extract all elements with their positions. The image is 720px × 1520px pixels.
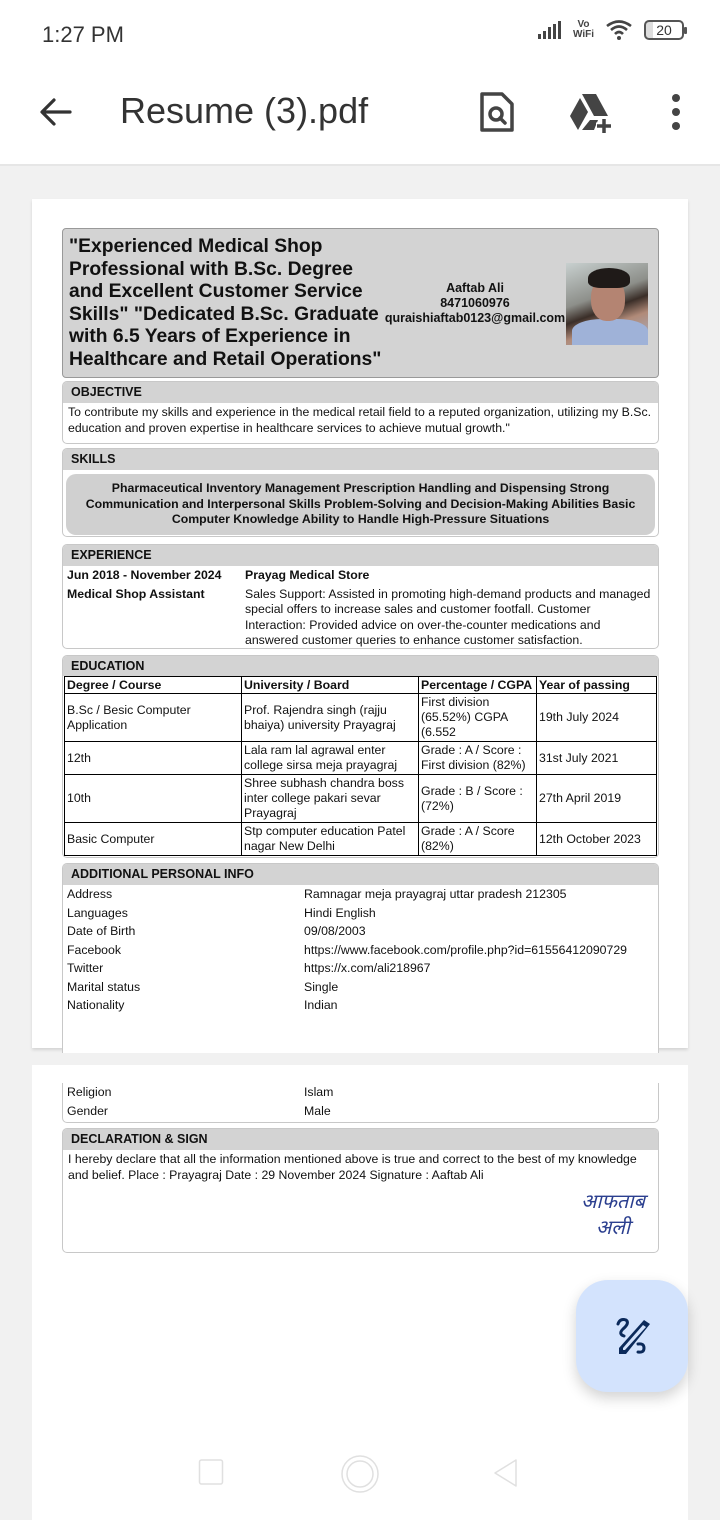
table-cell: Stp computer education Patel nagar New Delhi	[242, 823, 419, 856]
table-cell: 27th April 2019	[537, 775, 657, 823]
experience-description: Sales Support: Assisted in promoting high-demand products and managed special offers to increase sales and customer footfall. Customer Interaction: Provided advice on over-the-counter medications and answered customer queries to enhance customer satisfaction.	[245, 586, 651, 647]
table-cell: Prof. Rajendra singh (rajju bhaiya) university Prayagraj	[242, 694, 419, 742]
info-value: Single	[304, 979, 339, 994]
candidate-name: Aaftab Ali	[446, 281, 504, 295]
declaration-text: I hereby declare that all the information mentioned above is true and correct to the best of my knowledge and belief. Place : Prayagraj Date : 29 November 2024 Signature : Aaftab Ali	[68, 1152, 637, 1182]
personal-info-section	[62, 863, 659, 1053]
experience-heading: EXPERIENCE	[63, 545, 658, 566]
vowifi-bottom-label: WiFi	[572, 29, 594, 40]
objective-section	[62, 381, 659, 444]
handwritten-signature	[578, 1188, 648, 1248]
info-value: Indian	[304, 998, 338, 1012]
clock: 1:27 PM	[42, 22, 124, 47]
skills-heading: SKILLS	[63, 449, 658, 470]
signature-line-1: आफताब	[581, 1189, 645, 1213]
resume-headline: "Experienced Medical Shop Professional with B.Sc. Degree and Excellent Customer Service Skills" "Dedicated B.Sc. Graduate with 6.5 Years of Experience in Healthcare and Retail Operations"	[69, 236, 382, 370]
table-row	[65, 742, 657, 775]
table-cell: 12th	[65, 742, 242, 775]
app-bar	[0, 70, 720, 166]
declaration-section	[62, 1128, 659, 1253]
table-cell: Basic Computer	[65, 823, 242, 856]
table-cell: First division (65.52%) CGPA (6.552	[419, 694, 537, 742]
info-label: Date of Birth	[67, 924, 136, 938]
education-heading: EDUCATION	[63, 656, 658, 676]
info-label: Facebook	[67, 942, 122, 957]
personal-info-heading: ADDITIONAL PERSONAL INFO	[63, 864, 658, 885]
home-circle-icon[interactable]	[340, 1454, 380, 1494]
candidate-email: quraishiaftab0123@gmail.com	[384, 311, 566, 325]
experience-employer: Prayag Medical Store	[245, 568, 370, 582]
more-vert-icon[interactable]	[654, 90, 698, 134]
resume-header	[62, 228, 659, 378]
candidate-phone: 8471060976	[440, 296, 510, 310]
education-table	[64, 676, 657, 856]
table-cell: B.Sc / Besic Computer Application	[65, 694, 242, 742]
contact-block	[383, 281, 567, 326]
education-header-row	[65, 677, 657, 694]
battery-icon	[644, 20, 684, 40]
system-nav-bar	[32, 1440, 688, 1510]
drive-add-icon[interactable]	[568, 90, 612, 134]
table-row	[65, 775, 657, 823]
back-triangle-icon[interactable]	[492, 1458, 520, 1488]
battery-level: 20	[656, 22, 672, 38]
info-label: Nationality	[67, 998, 125, 1012]
skills-text: Pharmaceutical Inventory Management Prescription Handling and Dispensing Strong Communication and Interpersonal Skills Problem-Solving and Decision-Making Abilities Basic Computer Knowledge Ability to Handle High-Pressure Situations	[66, 474, 655, 535]
skills-section	[62, 448, 659, 537]
table-cell: Shree subhash chandra boss inter college pakari sevar Prayagraj	[242, 775, 419, 823]
column-header: Percentage / CGPA	[419, 677, 537, 694]
info-value: Ramnagar meja prayagraj uttar pradesh 212305	[304, 887, 567, 901]
vowifi-top-label: Vo	[577, 19, 590, 30]
objective-heading: OBJECTIVE	[63, 382, 658, 403]
experience-role: Medical Shop Assistant	[67, 586, 205, 601]
wifi-icon	[606, 20, 632, 40]
info-label: Twitter	[67, 961, 104, 975]
table-cell: Grade : B / Score : (72%)	[419, 775, 537, 823]
table-cell: 31st July 2021	[537, 742, 657, 775]
search-document-icon[interactable]	[474, 90, 518, 134]
table-cell: 19th July 2024	[537, 694, 657, 742]
column-header: Degree / Course	[65, 677, 242, 694]
experience-section	[62, 544, 659, 649]
experience-entry	[63, 566, 658, 649]
table-cell: Lala ram lal agrawal enter college sirsa meja prayagraj	[242, 742, 419, 775]
status-bar	[0, 0, 720, 70]
document-title: Resume (3).pdf	[120, 90, 369, 131]
experience-period: Jun 2018 - November 2024	[67, 568, 222, 582]
info-value: Male	[304, 1103, 331, 1118]
info-label: Languages	[67, 905, 128, 920]
signal-icon	[538, 21, 561, 39]
education-section	[62, 655, 659, 858]
annotate-button[interactable]	[576, 1280, 688, 1392]
info-value: 09/08/2003	[304, 924, 366, 938]
annotate-pen-icon	[610, 1314, 654, 1358]
personal-info-continued	[62, 1083, 659, 1123]
table-row	[65, 694, 657, 742]
column-header: Year of passing	[537, 677, 657, 694]
personal-info-list	[63, 1083, 658, 1120]
table-cell: 10th	[65, 775, 242, 823]
pdf-page-1[interactable]	[32, 199, 688, 1048]
info-label: Religion	[67, 1085, 112, 1099]
vowifi-icon	[573, 20, 594, 40]
objective-text: To contribute my skills and experience in the medical retail field to a reputed organization, utilizing my B.Sc. education and proven expertise in healthcare services to achieve mutual growth."	[68, 405, 652, 435]
info-label: Marital status	[67, 979, 141, 994]
back-arrow-icon[interactable]	[36, 92, 76, 132]
signature-line-2: अली	[595, 1215, 631, 1239]
status-icons	[538, 20, 684, 40]
table-cell: Grade : A / Score : First division (82%)	[419, 742, 537, 775]
info-label: Address	[67, 887, 113, 901]
table-cell: 12th October 2023	[537, 823, 657, 856]
table-row	[65, 823, 657, 856]
declaration-heading: DECLARATION & SIGN	[63, 1129, 658, 1150]
info-value: Hindi English	[304, 905, 376, 920]
personal-info-list	[63, 885, 658, 1015]
recents-square-icon[interactable]	[198, 1458, 224, 1486]
info-label: Gender	[67, 1103, 109, 1118]
table-cell: Grade : A / Score (82%)	[419, 823, 537, 856]
profile-photo	[566, 263, 648, 345]
column-header: University / Board	[242, 677, 419, 694]
info-value: https://www.facebook.com/profile.php?id=61556412090729	[304, 942, 628, 957]
info-value: https://x.com/ali218967	[304, 961, 431, 975]
info-value: Islam	[304, 1085, 334, 1099]
